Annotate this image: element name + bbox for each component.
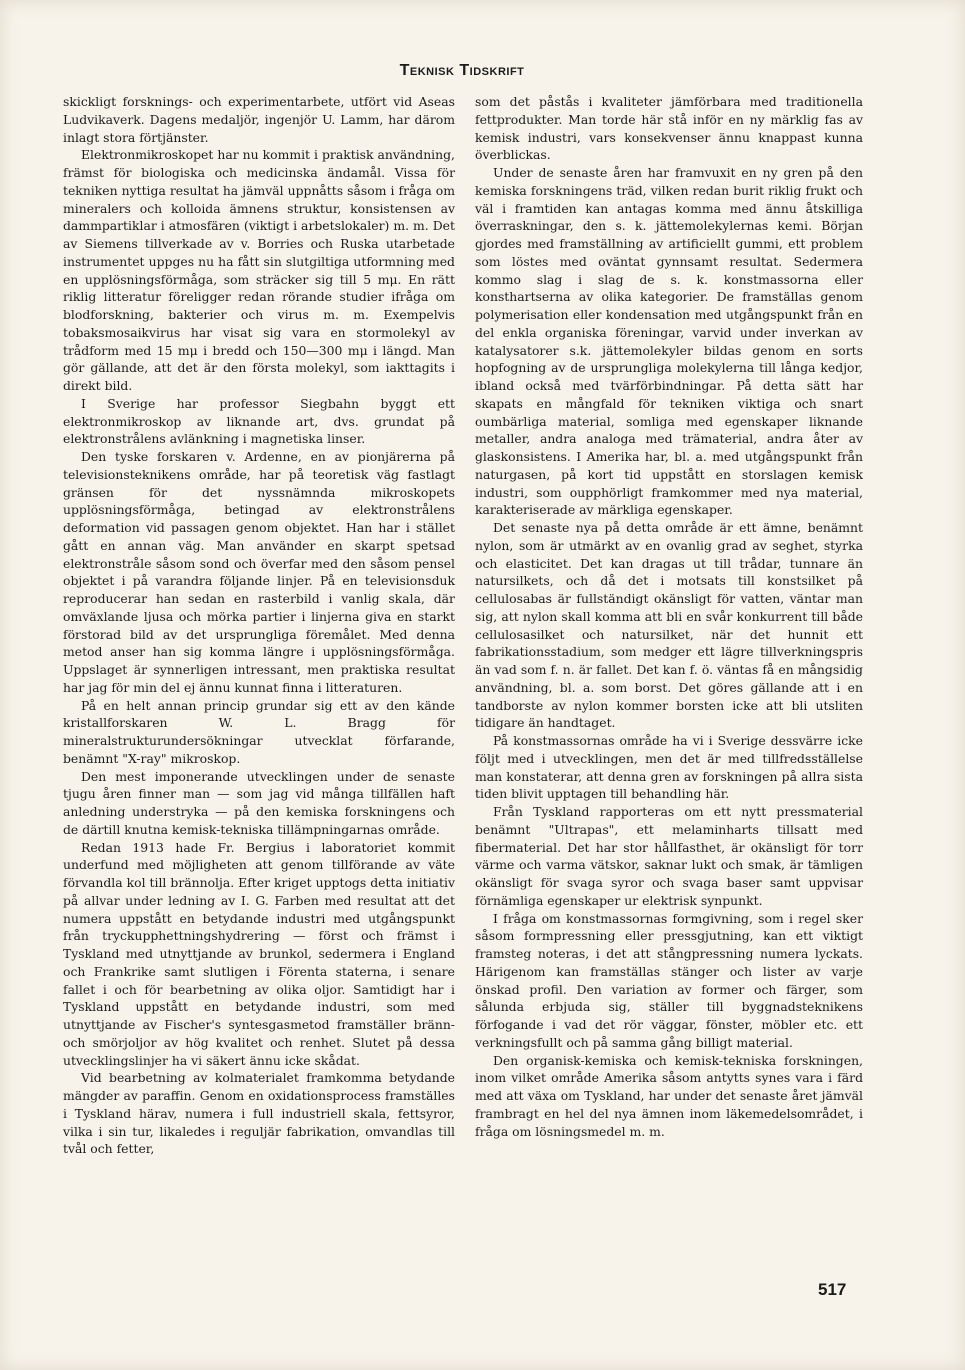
paragraph: Under de senaste åren har framvuxit en ny gren på den kemiska forskningens träd, vilken redan burit riklig frukt och väl i framtiden kan antagas komma med ännu åtskilliga överraskningar, den s. k. jättemolekylernas kemi. Början gjordes med framställning av artificiellt gummi, ett problem som löstes med oväntat gynnsamt resultat. Sedermera kommo slag i slag de s. k. konstmassorna eller konsthartserna av olika kategorier. De framställas genom polymerisation eller kondensation med utgångspunkt från en del enkla organiska föreningar, varvid under inverkan av katalysatorer s.k. jättemolekyler bildas genom en sorts hopfogning av de ursprungliga molekylerna till långa kedjor, ibland också med tvärförbindningar. På detta sätt har skapats en mångfald för tekniken viktiga och snart oumbärliga material, somliga med egenskaper liknande metaller, andra analoga med trämaterial, andra åter av glaskonsistens. I Amerika har, bl. a. med utgångspunkt från naturgasen, på kort tid uppstått en storslagen kemisk industri, som oupphörligt framkommer med nya material, karakteriserade av märkliga egenskaper.	[475, 165, 863, 518]
paragraph: Den mest imponerande utvecklingen under de senaste tjugu åren finner man — som jag vid många tillfällen haft anledning understryka — på den kemiska forskningens och de därtill knutna kemisk-tekniska tillämpningarnas område.	[63, 768, 455, 837]
paragraph: På konstmassornas område ha vi i Sverige dessvärre icke följt med i utvecklingen, men det är med tillfredsställelse man konstaterar, att denna gren av forskningen på allra sista tiden blivit upptagen till behandling här.	[475, 733, 863, 802]
paragraph: Vid bearbetning av kolmaterialet framkomma betydande mängder av paraffin. Genom en oxidationsprocess framställes i Tyskland härav, numera i full industriell skala, fettsyror, vilka i sin tur, likaledes i reguljär fabrikation, omvandlas till tvål och fetter,	[63, 1070, 455, 1157]
paragraph: Den organisk-kemiska och kemisk-tekniska forskningen, inom vilket område Amerika såsom antytts synes vara i färd med att växa om Tyskland, har under det senaste året jämväl frambragt en hel del nya ämnen inom läkemedelsområdet, i fråga om lösningsmedel m. m.	[475, 1052, 863, 1139]
journal-header: Teknisk Tidskrift	[399, 62, 525, 79]
right-column	[475, 93, 863, 1140]
paragraph: Den tyske forskaren v. Ardenne, en av pionjärerna på televisionsteknikens område, har på teoretisk väg fastlagt gränsen för det nyssnämnda mikroskopets upplösningsförmåga, betingad av elektronstrålens deformation vid passagen genom objektet. Han har i stället gått en annan väg. Man använder en skarpt spetsad elektronstråle såsom sond och överfar med den såsom pensel objektet i på varandra följande linjer. På en televisionsduk reproducerar han sedan en rasterbild i vanlig skala, där omväxlande ljusa och mörka partier i linjerna giva en starkt förstorad bild av det ursprungliga föremålet. Med denna metod anser han sig komma längre i upplösningsförmåga. Uppslaget är synnerligen intressant, men praktiska resultat har jag för min del ej ännu kunnat finna i litteraturen.	[63, 449, 455, 695]
paragraph: Redan 1913 hade Fr. Bergius i laboratoriet kommit underfund med möjligheten att genom tillförande av väte förvandla kol till brännolja. Efter kriget upptogs detta initiativ på allvar under ledning av I. G. Farben med resultat att det numera uppstått en betydande industri med utgångspunkt från tryckupphettningshydrering — först och främst i Tyskland med utnyttjande av brunkol, sedermera i England och Frankrike samt slutligen i Förenta staterna, i senare fallet i och för bearbetning av olika oljor. Samtidigt har i Tyskland uppstått en betydande industri, som med utnyttjande av Fischer's syntesgasmetod framställer bränn- och smörjoljor av hög kvalitet och renhet. Slutet på dessa utvecklingslinjer ha vi säkert ännu icke skådat.	[63, 839, 455, 1068]
paragraph: Det senaste nya på detta område är ett ämne, benämnt nylon, som är utmärkt av en ovanlig grad av seghet, styrka och elasticitet. Det kan dragas ut till trådar, tunnare än natursilkets, och då det i motsats till konstsilket på cellulosabas är fullständigt okänsligt för vatten, väntar man sig, att nylon skall komma att bli en svår konkurrent till både cellulosasilket och natursilket, när det hunnit ett fabrikationsstadium, som medger ett lägre tillverkningspris än vad som f. n. är fallet. Det kan f. ö. väntas få en mångsidig användning, bl. a. som borst. Det göres gällande att i en tandborste av nylon kommer borsten icke att bli utsliten tidigare än handtaget.	[475, 520, 863, 731]
paragraph: I Sverige har professor Siegbahn byggt ett elektronmikroskop av liknande art, dvs. grundat på elektronstrålens avlänkning i magnetiska linser.	[63, 395, 455, 447]
paragraph: Elektronmikroskopet har nu kommit i praktisk användning, främst för biologiska och medicinska ändamål. Vissa för tekniken nyttiga resultat ha jämväl uppnåtts såsom i fråga om mineralers och kolloida ämnens struktur, konsistensen av dammpartiklar i atmosfären (viktigt i arbetslokaler) m. m. Det av Siemens tillverkade av v. Borries och Ruska utarbetade instrumentet uppges nu ha fått sin slutgiltiga utformning med en upplösningsförmåga, som sträcker sig till 5 mμ. En rätt riklig litteratur föreligger redan rörande studier ifråga om blodforskning, bakterier och virus m. m. Exempelvis tobaksmosaikvirus har visat sig vara en stormolekyl av trådform med 15 mμ i bredd och 150—300 mμ i längd. Man gör gällande, att det är den första molekyl, som iakttagits i direkt bild.	[63, 147, 455, 393]
paragraph: Från Tyskland rapporteras om ett nytt pressmaterial benämnt "Ultrapas", ett melaminharts tillsatt med fibermaterial. Det har stor hållfasthet, är okänsligt för torr värme och varma vätskor, saknar lukt och smak, är tämligen okänsligt för svaga syror och svaga baser samt uppvisar förnämliga egenskaper ur elektrisk synpunkt.	[475, 804, 863, 908]
left-column	[63, 93, 455, 1158]
paragraph: I fråga om konstmassornas formgivning, som i regel sker såsom formpressning eller pressgjutning, kan ett viktigt framsteg noteras, i det att stångpressning numera lyckats. Härigenom kan framställas stänger och lister av varje önskad profil. Den variation av former och färger, som sålunda erbjuda sig, ställer till byggnadsteknikens förfogande i vad det rör väggar, fönster, möbler etc. ett verkningsfullt och på samma gång billigt material.	[475, 910, 863, 1050]
paragraph: På en helt annan princip grundar sig ett av den kände kristallforskaren W. L. Bragg för mineralstrukturundersökningar utvecklat förfarande, benämnt "X-ray" mikroskop.	[63, 697, 455, 766]
paragraph: som det påstås i kvaliteter jämförbara med traditionella fettprodukter. Man torde här stå inför en ny märklig fas av kemisk industri, vars konsekvenser ännu knappast kunna överblickas.	[475, 94, 863, 163]
page-number: 517	[818, 1280, 847, 1299]
paragraph: skickligt forsknings- och experimentarbete, utfört vid Aseas Ludvikaverk. Dagens medaljör, ingenjör U. Lamm, har därom inlagt stora förtjänster.	[63, 94, 455, 145]
